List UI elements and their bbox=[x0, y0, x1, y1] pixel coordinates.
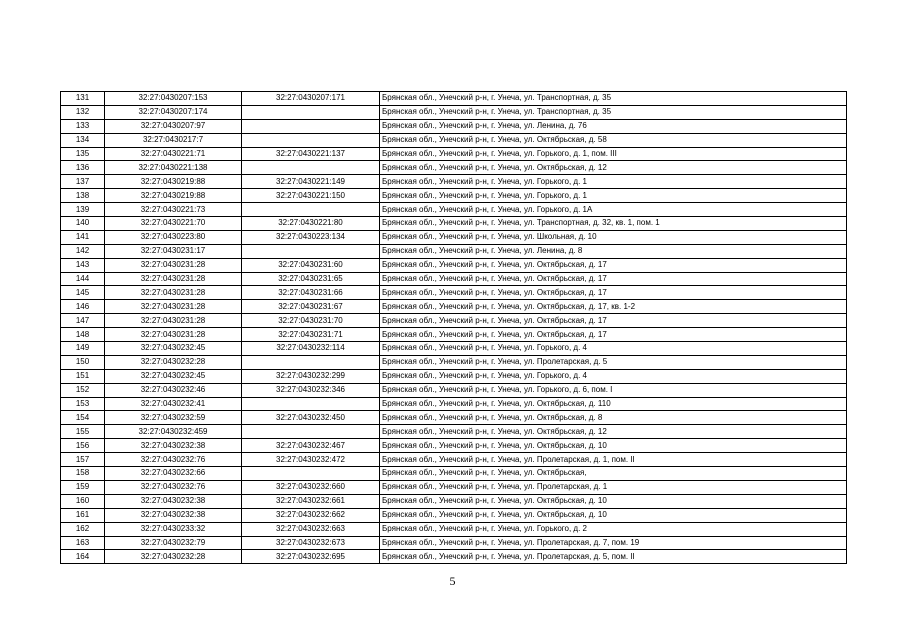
cadastral-register-table bbox=[60, 91, 847, 564]
row-number-cell: 161 bbox=[61, 508, 105, 522]
table-row bbox=[61, 439, 847, 453]
table-row bbox=[61, 203, 847, 217]
object-cadastral-number-cell: 32:27:0430232:663 bbox=[242, 522, 380, 536]
row-number-cell: 156 bbox=[61, 439, 105, 453]
table-row bbox=[61, 494, 847, 508]
table-row bbox=[61, 425, 847, 439]
object-cadastral-number-cell: 32:27:0430231:60 bbox=[242, 258, 380, 272]
object-cadastral-number-cell: 32:27:0430232:673 bbox=[242, 536, 380, 550]
address-cell: Брянская обл., Унечский р-н, г. Унеча, ул. Транспортная, д. 35 bbox=[380, 105, 847, 119]
address-cell: Брянская обл., Унечский р-н, г. Унеча, ул. Пролетарская, д. 5, пом. II bbox=[380, 550, 847, 564]
row-number-cell: 159 bbox=[61, 480, 105, 494]
object-cadastral-number-cell: 32:27:0430231:67 bbox=[242, 300, 380, 314]
object-cadastral-number-cell bbox=[242, 105, 380, 119]
object-cadastral-number-cell: 32:27:0430232:662 bbox=[242, 508, 380, 522]
row-number-cell: 148 bbox=[61, 328, 105, 342]
table-row bbox=[61, 119, 847, 133]
cadastral-number-cell: 32:27:0430232:28 bbox=[105, 550, 242, 564]
table-row bbox=[61, 189, 847, 203]
address-cell: Брянская обл., Унечский р-н, г. Унеча, ул. Октябрьская, д. 58 bbox=[380, 133, 847, 147]
object-cadastral-number-cell: 32:27:0430221:149 bbox=[242, 175, 380, 189]
object-cadastral-number-cell: 32:27:0430221:80 bbox=[242, 217, 380, 231]
address-cell: Брянская обл., Унечский р-н, г. Унеча, ул. Горького, д. 6, пом. I bbox=[380, 383, 847, 397]
address-cell: Брянская обл., Унечский р-н, г. Унеча, ул. Транспортная, д. 35 bbox=[380, 92, 847, 106]
table-row bbox=[61, 536, 847, 550]
row-number-cell: 158 bbox=[61, 467, 105, 481]
address-cell: Брянская обл., Унечский р-н, г. Унеча, ул. Горького, д. 1, пом. III bbox=[380, 147, 847, 161]
address-cell: Брянская обл., Унечский р-н, г. Унеча, ул. Октябрьская, д. 12 bbox=[380, 425, 847, 439]
address-cell: Брянская обл., Унечский р-н, г. Унеча, ул. Пролетарская, д. 7, пом. 19 bbox=[380, 536, 847, 550]
address-cell: Брянская обл., Унечский р-н, г. Унеча, ул. Ленина, д. 8 bbox=[380, 244, 847, 258]
table-row bbox=[61, 286, 847, 300]
object-cadastral-number-cell: 32:27:0430207:171 bbox=[242, 92, 380, 106]
address-cell: Брянская обл., Унечский р-н, г. Унеча, ул. Октябрьская, д. 110 bbox=[380, 397, 847, 411]
table-row bbox=[61, 244, 847, 258]
table-row bbox=[61, 258, 847, 272]
address-cell: Брянская обл., Унечский р-н, г. Унеча, ул. Транспортная, д. 32, кв. 1, пом. 1 bbox=[380, 217, 847, 231]
cadastral-number-cell: 32:27:0430231:28 bbox=[105, 328, 242, 342]
row-number-cell: 139 bbox=[61, 203, 105, 217]
object-cadastral-number-cell bbox=[242, 203, 380, 217]
cadastral-number-cell: 32:27:0430232:46 bbox=[105, 383, 242, 397]
object-cadastral-number-cell: 32:27:0430223:134 bbox=[242, 230, 380, 244]
object-cadastral-number-cell: 32:27:0430231:66 bbox=[242, 286, 380, 300]
object-cadastral-number-cell: 32:27:0430232:467 bbox=[242, 439, 380, 453]
object-cadastral-number-cell: 32:27:0430232:450 bbox=[242, 411, 380, 425]
row-number-cell: 152 bbox=[61, 383, 105, 397]
table-row bbox=[61, 397, 847, 411]
cadastral-number-cell: 32:27:0430232:38 bbox=[105, 508, 242, 522]
object-cadastral-number-cell: 32:27:0430232:299 bbox=[242, 369, 380, 383]
table-row bbox=[61, 550, 847, 564]
cadastral-number-cell: 32:27:0430232:38 bbox=[105, 439, 242, 453]
row-number-cell: 134 bbox=[61, 133, 105, 147]
row-number-cell: 146 bbox=[61, 300, 105, 314]
address-cell: Брянская обл., Унечский р-н, г. Унеча, ул. Октябрьская, д. 10 bbox=[380, 439, 847, 453]
cadastral-number-cell: 32:27:0430231:28 bbox=[105, 286, 242, 300]
address-cell: Брянская обл., Унечский р-н, г. Унеча, ул. Пролетарская, д. 1, пом. II bbox=[380, 453, 847, 467]
page-number: 5 bbox=[449, 574, 456, 588]
table-row bbox=[61, 230, 847, 244]
object-cadastral-number-cell: 32:27:0430231:65 bbox=[242, 272, 380, 286]
cadastral-number-cell: 32:27:0430231:28 bbox=[105, 272, 242, 286]
table-row bbox=[61, 147, 847, 161]
address-cell: Брянская обл., Унечский р-н, г. Унеча, ул. Октябрьская, д. 10 bbox=[380, 494, 847, 508]
cadastral-number-cell: 32:27:0430232:45 bbox=[105, 342, 242, 356]
cadastral-number-cell: 32:27:0430231:28 bbox=[105, 258, 242, 272]
cadastral-number-cell: 32:27:0430232:459 bbox=[105, 425, 242, 439]
table-row bbox=[61, 314, 847, 328]
row-number-cell: 132 bbox=[61, 105, 105, 119]
cadastral-number-cell: 32:27:0430221:71 bbox=[105, 147, 242, 161]
row-number-cell: 154 bbox=[61, 411, 105, 425]
row-number-cell: 138 bbox=[61, 189, 105, 203]
row-number-cell: 145 bbox=[61, 286, 105, 300]
cadastral-number-cell: 32:27:0430232:59 bbox=[105, 411, 242, 425]
row-number-cell: 144 bbox=[61, 272, 105, 286]
row-number-cell: 141 bbox=[61, 230, 105, 244]
cadastral-number-cell: 32:27:0430231:17 bbox=[105, 244, 242, 258]
cadastral-number-cell: 32:27:0430232:41 bbox=[105, 397, 242, 411]
cadastral-number-cell: 32:27:0430232:76 bbox=[105, 480, 242, 494]
cadastral-number-cell: 32:27:0430223:80 bbox=[105, 230, 242, 244]
address-cell: Брянская обл., Унечский р-н, г. Унеча, ул. Октябрьская, д. 10 bbox=[380, 508, 847, 522]
table-row bbox=[61, 369, 847, 383]
cadastral-number-cell: 32:27:0430232:76 bbox=[105, 453, 242, 467]
row-number-cell: 142 bbox=[61, 244, 105, 258]
table-row bbox=[61, 467, 847, 481]
cadastral-number-cell: 32:27:0430221:70 bbox=[105, 217, 242, 231]
row-number-cell: 153 bbox=[61, 397, 105, 411]
object-cadastral-number-cell: 32:27:0430221:137 bbox=[242, 147, 380, 161]
row-number-cell: 135 bbox=[61, 147, 105, 161]
address-cell: Брянская обл., Унечский р-н, г. Унеча, ул. Октябрьская, д. 17 bbox=[380, 286, 847, 300]
row-number-cell: 143 bbox=[61, 258, 105, 272]
address-cell: Брянская обл., Унечский р-н, г. Унеча, ул. Октябрьская, д. 17 bbox=[380, 258, 847, 272]
address-cell: Брянская обл., Унечский р-н, г. Унеча, ул. Октябрьская, д. 17 bbox=[380, 328, 847, 342]
cadastral-number-cell: 32:27:0430221:73 bbox=[105, 203, 242, 217]
cadastral-number-cell: 32:27:0430207:153 bbox=[105, 92, 242, 106]
table-body bbox=[61, 92, 847, 564]
address-cell: Брянская обл., Унечский р-н, г. Унеча, ул. Горького, д. 2 bbox=[380, 522, 847, 536]
address-cell: Брянская обл., Унечский р-н, г. Унеча, ул. Октябрьская, bbox=[380, 467, 847, 481]
row-number-cell: 151 bbox=[61, 369, 105, 383]
address-cell: Брянская обл., Унечский р-н, г. Унеча, ул. Пролетарская, д. 5 bbox=[380, 355, 847, 369]
address-cell: Брянская обл., Унечский р-н, г. Унеча, ул. Горького, д. 1 bbox=[380, 175, 847, 189]
address-cell: Брянская обл., Унечский р-н, г. Унеча, ул. Пролетарская, д. 1 bbox=[380, 480, 847, 494]
address-cell: Брянская обл., Унечский р-н, г. Унеча, ул. Горького, д. 1А bbox=[380, 203, 847, 217]
row-number-cell: 150 bbox=[61, 355, 105, 369]
table-row bbox=[61, 133, 847, 147]
row-number-cell: 160 bbox=[61, 494, 105, 508]
table-row bbox=[61, 508, 847, 522]
table-row bbox=[61, 105, 847, 119]
object-cadastral-number-cell bbox=[242, 161, 380, 175]
table-row bbox=[61, 522, 847, 536]
object-cadastral-number-cell bbox=[242, 355, 380, 369]
object-cadastral-number-cell bbox=[242, 119, 380, 133]
address-cell: Брянская обл., Унечский р-н, г. Унеча, ул. Школьная, д. 10 bbox=[380, 230, 847, 244]
cadastral-number-cell: 32:27:0430232:79 bbox=[105, 536, 242, 550]
table-row bbox=[61, 175, 847, 189]
object-cadastral-number-cell: 32:27:0430232:472 bbox=[242, 453, 380, 467]
table-row bbox=[61, 328, 847, 342]
cadastral-number-cell: 32:27:0430231:28 bbox=[105, 300, 242, 314]
object-cadastral-number-cell: 32:27:0430232:660 bbox=[242, 480, 380, 494]
address-cell: Брянская обл., Унечский р-н, г. Унеча, ул. Горького, д. 4 bbox=[380, 369, 847, 383]
table-row bbox=[61, 383, 847, 397]
cadastral-number-cell: 32:27:0430232:28 bbox=[105, 355, 242, 369]
table-row bbox=[61, 161, 847, 175]
cadastral-number-cell: 32:27:0430232:38 bbox=[105, 494, 242, 508]
cadastral-number-cell: 32:27:0430207:174 bbox=[105, 105, 242, 119]
cadastral-number-cell: 32:27:0430219:88 bbox=[105, 189, 242, 203]
table-row bbox=[61, 453, 847, 467]
table-row bbox=[61, 217, 847, 231]
row-number-cell: 147 bbox=[61, 314, 105, 328]
address-cell: Брянская обл., Унечский р-н, г. Унеча, ул. Октябрьская, д. 8 bbox=[380, 411, 847, 425]
row-number-cell: 164 bbox=[61, 550, 105, 564]
row-number-cell: 157 bbox=[61, 453, 105, 467]
row-number-cell: 133 bbox=[61, 119, 105, 133]
object-cadastral-number-cell: 32:27:0430232:695 bbox=[242, 550, 380, 564]
cadastral-number-cell: 32:27:0430217:7 bbox=[105, 133, 242, 147]
object-cadastral-number-cell bbox=[242, 244, 380, 258]
object-cadastral-number-cell: 32:27:0430232:114 bbox=[242, 342, 380, 356]
row-number-cell: 163 bbox=[61, 536, 105, 550]
address-cell: Брянская обл., Унечский р-н, г. Унеча, ул. Октябрьская, д. 17 bbox=[380, 272, 847, 286]
object-cadastral-number-cell: 32:27:0430232:661 bbox=[242, 494, 380, 508]
object-cadastral-number-cell: 32:27:0430232:346 bbox=[242, 383, 380, 397]
address-cell: Брянская обл., Унечский р-н, г. Унеча, ул. Горького, д. 1 bbox=[380, 189, 847, 203]
table-row bbox=[61, 272, 847, 286]
object-cadastral-number-cell bbox=[242, 467, 380, 481]
object-cadastral-number-cell bbox=[242, 397, 380, 411]
row-number-cell: 162 bbox=[61, 522, 105, 536]
object-cadastral-number-cell bbox=[242, 425, 380, 439]
table-row bbox=[61, 92, 847, 106]
address-cell: Брянская обл., Унечский р-н, г. Унеча, ул. Октябрьская, д. 17 bbox=[380, 314, 847, 328]
table-row bbox=[61, 480, 847, 494]
address-cell: Брянская обл., Унечский р-н, г. Унеча, ул. Октябрьская, д. 17, кв. 1-2 bbox=[380, 300, 847, 314]
row-number-cell: 131 bbox=[61, 92, 105, 106]
table-row bbox=[61, 411, 847, 425]
address-cell: Брянская обл., Унечский р-н, г. Унеча, ул. Ленина, д. 76 bbox=[380, 119, 847, 133]
object-cadastral-number-cell: 32:27:0430231:70 bbox=[242, 314, 380, 328]
object-cadastral-number-cell: 32:27:0430231:71 bbox=[242, 328, 380, 342]
cadastral-number-cell: 32:27:0430207:97 bbox=[105, 119, 242, 133]
table-row bbox=[61, 300, 847, 314]
cadastral-number-cell: 32:27:0430231:28 bbox=[105, 314, 242, 328]
cadastral-number-cell: 32:27:0430232:66 bbox=[105, 467, 242, 481]
cadastral-number-cell: 32:27:0430232:45 bbox=[105, 369, 242, 383]
object-cadastral-number-cell bbox=[242, 133, 380, 147]
row-number-cell: 137 bbox=[61, 175, 105, 189]
table-row bbox=[61, 342, 847, 356]
address-cell: Брянская обл., Унечский р-н, г. Унеча, ул. Горького, д. 4 bbox=[380, 342, 847, 356]
cadastral-number-cell: 32:27:0430221:138 bbox=[105, 161, 242, 175]
table-row bbox=[61, 355, 847, 369]
row-number-cell: 155 bbox=[61, 425, 105, 439]
row-number-cell: 149 bbox=[61, 342, 105, 356]
address-cell: Брянская обл., Унечский р-н, г. Унеча, ул. Октябрьская, д. 12 bbox=[380, 161, 847, 175]
cadastral-number-cell: 32:27:0430233:32 bbox=[105, 522, 242, 536]
row-number-cell: 140 bbox=[61, 217, 105, 231]
cadastral-number-cell: 32:27:0430219:88 bbox=[105, 175, 242, 189]
row-number-cell: 136 bbox=[61, 161, 105, 175]
object-cadastral-number-cell: 32:27:0430221:150 bbox=[242, 189, 380, 203]
